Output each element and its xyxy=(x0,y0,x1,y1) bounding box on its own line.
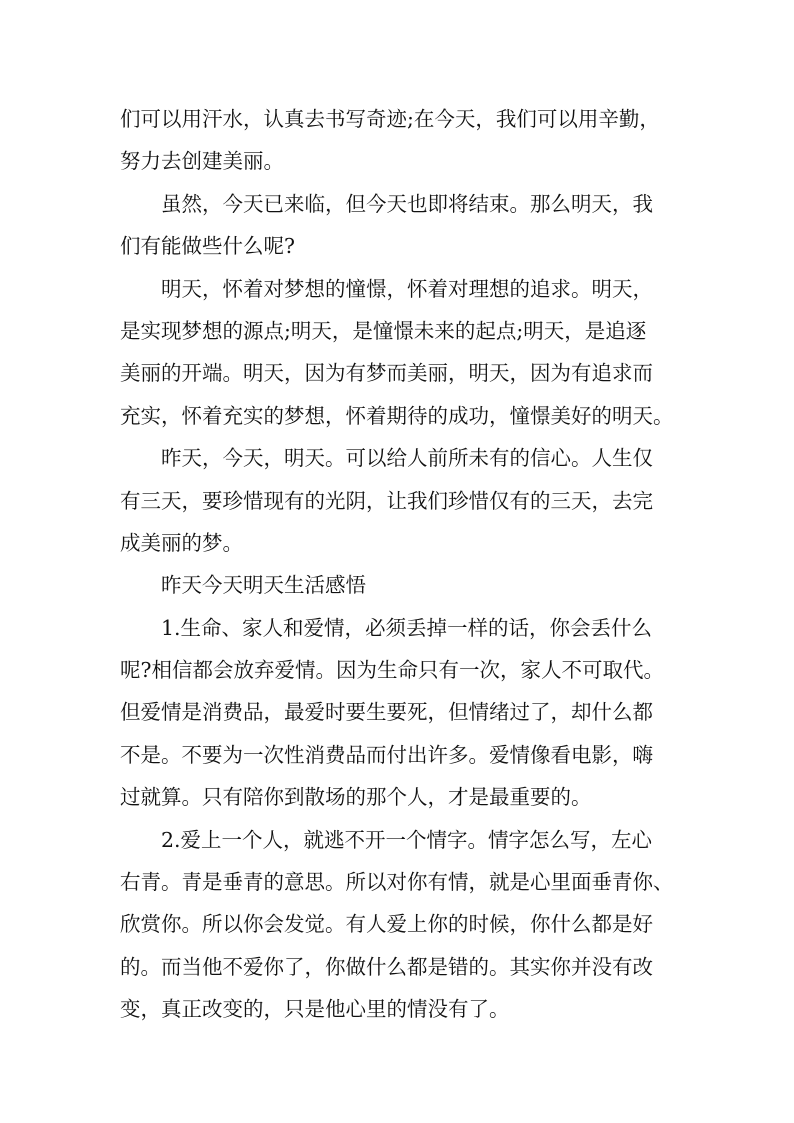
text-line: 1.生命、家人和爱情，必须丢掉一样的话，你会丢什么 xyxy=(161,615,653,640)
text-line: 欣赏你。所以你会发觉。有人爱上你的时候，你什么都是好 xyxy=(120,912,653,937)
text-line: 们有能做些什么呢? xyxy=(120,234,295,259)
text-line: 2.爱上一个人，就逃不开一个情字。情字怎么写，左心 xyxy=(161,827,653,852)
text-line: 右青。青是垂青的意思。所以对你有情，就是心里面垂青你、 xyxy=(120,870,674,895)
text-line: 美丽的开端。明天，因为有梦而美丽，明天，因为有追求而 xyxy=(120,361,653,386)
text-line: 昨天，今天，明天。可以给人前所未有的信心。人生仅 xyxy=(161,446,653,471)
text-line: 成美丽的梦。 xyxy=(120,530,243,555)
text-line: 充实，怀着充实的梦想，怀着期待的成功，憧憬美好的明天。 xyxy=(120,403,674,428)
text-line: 过就算。只有陪你到散场的那个人，才是最重要的。 xyxy=(120,785,592,810)
section-heading: 昨天今天明天生活感悟 xyxy=(161,573,366,598)
text-line: 有三天，要珍惜现有的光阴，让我们珍惜仅有的三天，去完 xyxy=(120,488,653,513)
text-line: 是实现梦想的源点;明天，是憧憬未来的起点;明天，是追逐 xyxy=(120,318,647,343)
text-line: 的。而当他不爱你了，你做什么都是错的。其实你并没有改 xyxy=(120,954,653,979)
body-text xyxy=(120,98,680,1031)
text-line: 但爱情是消费品，最爱时要生要死，但情绪过了，却什么都 xyxy=(120,700,653,725)
text-line: 努力去创建美丽。 xyxy=(120,149,284,174)
text-line: 们可以用汗水，认真去书写奇迹;在今天，我们可以用辛勤， xyxy=(120,107,660,131)
text-line: 不是。不要为一次性消费品而付出许多。爱情像看电影，嗨 xyxy=(120,742,653,767)
text-line: 明天，怀着对梦想的憧憬，怀着对理想的追求。明天， xyxy=(161,276,653,301)
text-line: 变，真正改变的，只是他心里的情没有了。 xyxy=(120,997,510,1022)
text-line: 虽然，今天已来临，但今天也即将结束。那么明天，我 xyxy=(161,191,653,216)
text-line: 呢?相信都会放弃爱情。因为生命只有一次，家人不可取代。 xyxy=(120,658,664,683)
